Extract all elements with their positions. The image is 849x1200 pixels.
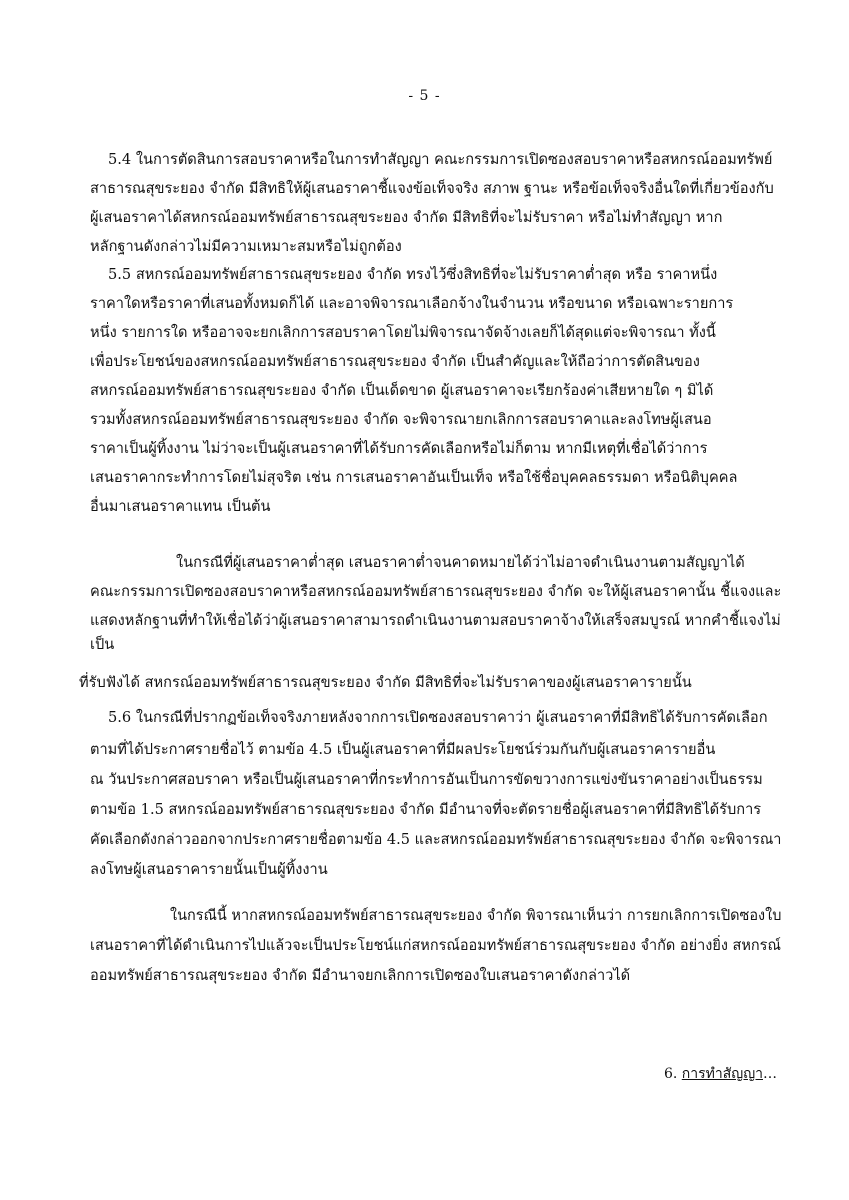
next-section-number: 6. (663, 1066, 678, 1082)
next-section-ellipsis: … (763, 1066, 777, 1082)
paragraph-line: คณะกรรมการเปิดซองสอบราคาหรือสหกรณ์ออมทรัพย์สาธารณสุขระยอง จำกัด จะให้ผู้เสนอราคานั้น ชี้แจงและ (90, 583, 782, 600)
paragraph-line: 5.5 สหกรณ์ออมทรัพย์สาธารณสุขระยอง จำกัด ทรงไว้ซึ่งสิทธิที่จะไม่รับราคาต่ำสุด หรือ ราคาหนึ่ง (108, 266, 718, 283)
paragraph-line: หนึ่ง รายการใด หรืออาจจะยกเลิกการสอบราคาโดยไม่พิจารณาจัดจ้างเลยก็ได้สุดแต่จะพิจารณา ทั้งนี้ (90, 324, 716, 341)
paragraph-line: คัดเลือกดังกล่าวออกจากประกาศรายชื่อตามข้อ 4.5 และสหกรณ์ออมทรัพย์สาธารณสุขระยอง จำกัด จะพิจารณา (90, 831, 782, 848)
paragraph-line: ตามที่ได้ประกาศรายชื่อไว้ ตามข้อ 4.5 เป็นผู้เสนอราคาที่มีผลประโยชน์ร่วมกันกับผู้เสนอราคารายอื่น (90, 741, 716, 758)
page-number: - 5 - (408, 88, 441, 104)
paragraph-line: แสดงหลักฐานที่ทำให้เชื่อได้ว่าผู้เสนอราคาสามารถดำเนินงานตามสอบราคาจ้างให้เสร็จสมบูรณ์ หากคำชี้แจงไม่ (90, 612, 781, 629)
paragraph-line: เสนอราคากระทำการโดยไม่สุจริต เช่น การเสนอราคาอันเป็นเท็จ หรือใช้ชื่อบุคคลธรรมดา หรือนิติบุคคล (90, 469, 738, 486)
paragraph-line: ออมทรัพย์สาธารณสุขระยอง จำกัด มีอำนาจยกเลิกการเปิดซองใบเสนอราคาดังกล่าวได้ (90, 967, 631, 984)
paragraph-line: เป็น (90, 636, 115, 653)
paragraph-line: ในกรณีที่ผู้เสนอราคาต่ำสุด เสนอราคาต่ำจนคาดหมายได้ว่าไม่อาจดำเนินงานตามสัญญาได้ (176, 554, 745, 571)
paragraph-line: ลงโทษผู้เสนอราคารายนั้นเป็นผู้ทิ้งงาน (90, 861, 328, 878)
paragraph-line: ณ วันประกาศสอบราคา หรือเป็นผู้เสนอราคาที่กระทำการอันเป็นการขัดขวางการแข่งขันราคาอย่างเป็นธรรม (90, 771, 763, 788)
paragraph-line: รวมทั้งสหกรณ์ออมทรัพย์สาธารณสุขระยอง จำกัด จะพิจารณายกเลิกการสอบราคาและลงโทษผู้เสนอ (90, 411, 712, 428)
paragraph-line: ผู้เสนอราคาได้สหกรณ์ออมทรัพย์สาธารณสุขระยอง จำกัด มีสิทธิที่จะไม่รับราคา หรือไม่ทำสัญญา หาก (90, 209, 723, 226)
paragraph-line: ที่รับฟังได้ สหกรณ์ออมทรัพย์สาธารณสุขระยอง จำกัด มีสิทธิที่จะไม่รับราคาของผู้เสนอราคารายนั้น (79, 674, 692, 691)
paragraph-line: เสนอราคาที่ได้ดำเนินการไปแล้วจะเป็นประโยชน์แก่สหกรณ์ออมทรัพย์สาธารณสุขระยอง จำกัด อย่างยิ่ง สหกรณ์ (90, 937, 781, 954)
paragraph-line: 5.4 ในการตัดสินการสอบราคาหรือในการทำสัญญา คณะกรรมการเปิดซองสอบราคาหรือสหกรณ์ออมทรัพย์ (108, 151, 773, 168)
paragraph-line: สาธารณสุขระยอง จำกัด มีสิทธิให้ผู้เสนอราคาชี้แจงข้อเท็จจริง สภาพ ฐานะ หรือข้อเท็จจริงอื่นใดที่เกี่ยวข้องกับ (90, 180, 774, 197)
paragraph-line: ราคาใดหรือราคาที่เสนอทั้งหมดก็ได้ และอาจพิจารณาเลือกจ้างในจำนวน หรือขนาด หรือเฉพาะรายการ (90, 295, 734, 312)
paragraph-line: สหกรณ์ออมทรัพย์สาธารณสุขระยอง จำกัด เป็นเด็ดขาด ผู้เสนอราคาจะเรียกร้องค่าเสียหายใด ๆ มิได้ (90, 382, 714, 399)
next-section-title: การทำสัญญา (681, 1066, 763, 1082)
paragraph-line: 5.6 ในกรณีที่ปรากฏข้อเท็จจริงภายหลังจากการเปิดซองสอบราคาว่า ผู้เสนอราคาที่มีสิทธิได้รับการคัดเลือก (108, 709, 768, 726)
paragraph-line: ราคาเป็นผู้ทิ้งงาน ไม่ว่าจะเป็นผู้เสนอราคาที่ได้รับการคัดเลือกหรือไม่ก็ตาม หากมีเหตุที่เชื่อได้ว่าการ (90, 440, 708, 457)
next-section-marker (664, 1063, 777, 1085)
paragraph-line: ในกรณีนี้ หากสหกรณ์ออมทรัพย์สาธารณสุขระยอง จำกัด พิจารณาเห็นว่า การยกเลิกการเปิดซองใบ (170, 907, 782, 924)
paragraph-line: อื่นมาเสนอราคาแทน เป็นต้น (90, 498, 271, 515)
paragraph-line: ตามข้อ 1.5 สหกรณ์ออมทรัพย์สาธารณสุขระยอง จำกัด มีอำนาจที่จะตัดรายชื่อผู้เสนอราคาที่มีสิทธิได้รับการ (90, 801, 762, 818)
paragraph-line: หลักฐานดังกล่าวไม่มีความเหมาะสมหรือไม่ถูกต้อง (90, 238, 402, 255)
paragraph-line: เพื่อประโยชน์ของสหกรณ์ออมทรัพย์สาธารณสุขระยอง จำกัด เป็นสำคัญและให้ถือว่าการตัดสินของ (90, 353, 700, 370)
